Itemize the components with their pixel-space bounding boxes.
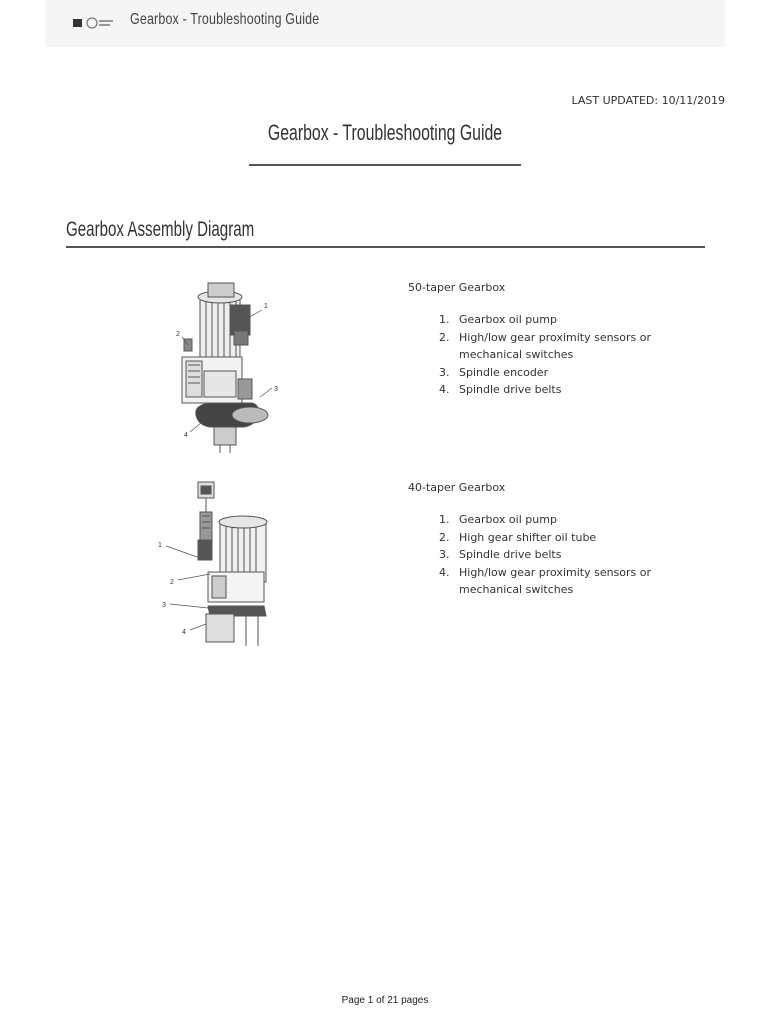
page-number: Page 1 of 21 pages [341, 995, 429, 1006]
last-updated-date: LAST UPDATED: 10/11/2019 [571, 94, 725, 107]
document-header-bar [45, 0, 725, 47]
item-text: Gearbox oil pump [459, 313, 557, 326]
header-title: Gearbox - Troubleshooting Guide [130, 11, 320, 28]
item-number: 4. [439, 383, 450, 396]
callout-2: 2 [176, 331, 180, 338]
item-text: High gear shifter oil tube [459, 530, 597, 544]
item-text: Gearbox oil pump [459, 513, 557, 526]
callout-1: 1 [264, 303, 268, 310]
item-text: Spindle encoder [459, 365, 549, 379]
haas-logo-icon [73, 15, 133, 31]
gearbox-40-taper-parts-list [408, 511, 674, 599]
title-divider [249, 164, 521, 166]
item-text: Spindle drive belts [459, 383, 562, 396]
gearbox-40-taper-title: 40-taper Gearbox [408, 481, 506, 494]
item-text: High/low gear proximity sensors or mechanical switches [459, 330, 652, 361]
callout-4: 4 [184, 432, 188, 439]
gearbox-50-taper-title: 50-taper Gearbox [408, 281, 506, 294]
item-number: 1. [439, 313, 450, 326]
list-item [408, 364, 674, 382]
gearbox-50-taper-diagram [160, 275, 295, 455]
page-title: Gearbox - Troubleshooting Guide [267, 120, 503, 145]
list-item [408, 564, 674, 599]
item-number: 2. [439, 530, 450, 544]
callout-2: 2 [170, 579, 174, 586]
item-text: High/low gear proximity sensors or mechanical switches [459, 565, 652, 596]
item-number: 1. [439, 513, 450, 526]
list-item [408, 381, 674, 399]
callout-3: 3 [162, 602, 166, 609]
section-heading: Gearbox Assembly Diagram [66, 218, 255, 241]
list-item [408, 546, 674, 564]
list-item [408, 311, 674, 329]
item-number: 4. [439, 565, 450, 579]
item-number: 2. [439, 330, 450, 344]
callout-4: 4 [182, 629, 186, 636]
list-item [408, 329, 674, 364]
callout-3: 3 [274, 386, 278, 393]
item-number: 3. [439, 365, 450, 379]
gearbox-40-taper-diagram [150, 478, 280, 648]
section-divider [66, 246, 705, 248]
gearbox-50-taper-parts-list [408, 311, 674, 399]
item-number: 3. [439, 548, 450, 561]
callout-1: 1 [158, 542, 162, 549]
list-item [408, 511, 674, 529]
list-item [408, 529, 674, 547]
item-text: Spindle drive belts [459, 548, 562, 561]
